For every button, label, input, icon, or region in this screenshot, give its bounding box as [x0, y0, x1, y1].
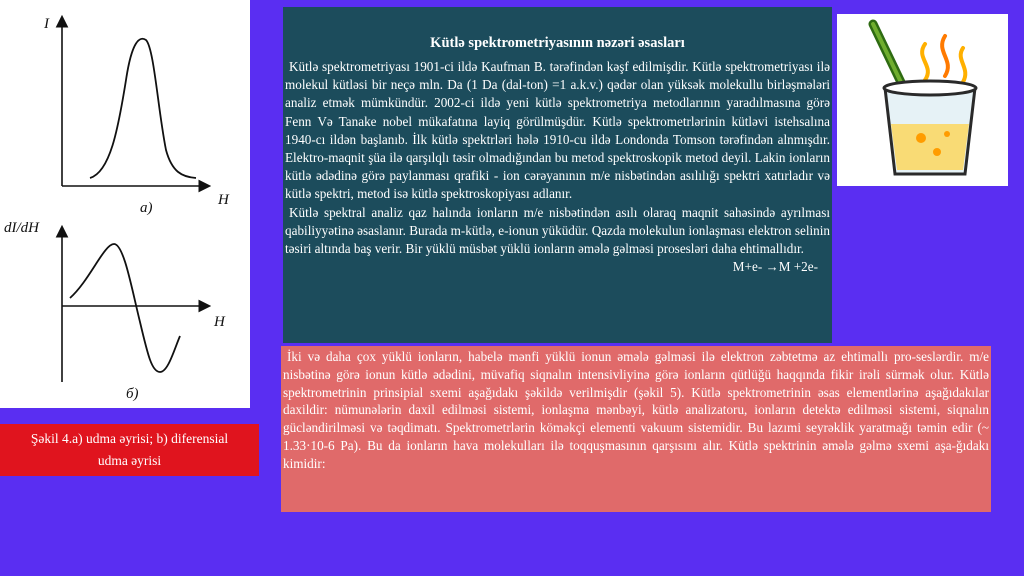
- derivative-curve: [70, 244, 180, 372]
- mass-spectrometer-text-panel: [281, 346, 991, 512]
- graph-a-y-label: I: [44, 16, 49, 32]
- figure-caption: [0, 424, 259, 476]
- graph-b-x-label: H: [214, 314, 225, 330]
- paragraph-principle-text: Kütlə spektral analiz qaz halında ionların m/e nisbətindən asılı olaraq maqnit sahəsində ayrılması qabiliyyətinə əsaslanır. Burada m-kütlə, e-ionun yüküdür. Qazda molekulun ionlaşması elektron selinin təsiri altında baş verir. Bir yüklü müsbət yüklü ionların əmələ gəlməsi prosesləri daha ehtimallıdır.: [285, 204, 830, 257]
- paragraph-history: Kütlə spektrometriyası 1901-ci ildə Kaufman B. tərəfindən kəşf edilmişdir. Kütlə spektrometriyası ilə molekul kütləsi bir neçə mln. Da (1 Da (dal-ton) =1 a.k.v.) qədər olan yüksək molekullu birləşmələri analiz etmək mümkündür. 2002-ci ildə yeni kütlə spektrometriya metodlarının yaradılmasına görə Fenn Və Tanake nobel mükafatına layiq görülmüşdür. Kütlə spektrometrlərinin kütləvi istehsalına 1940-cı ildən başlanıb. İlk kütlə spektrləri hələ 1910-cu ildə Londonda Tomson tərəfindən alnmışdır. Elektro-maqnit şüa ilə qarşılqlı təsir olmadığından bu metod spektroskopik metod deyil. Lakin ionların kütlə ədədinə görə paylanması qrafiki - ion cərəyanının m/e nisbətindən asılılığı spektri xatırladır və kütlə spektri, metod isə kütlə spektroskopiyası adlanır.: [285, 59, 830, 202]
- absorption-curve: [90, 39, 196, 178]
- ionization-reaction: M+e- →M +2e-: [732, 259, 818, 275]
- graph-a-x-label: H: [218, 192, 229, 208]
- absorption-curve-figure: [0, 0, 250, 408]
- main-text-panel: [283, 7, 832, 343]
- graph-b-part-label: б): [126, 386, 139, 402]
- panel-title: Kütlə spektrometriyasının nəzəri əsasları: [430, 35, 685, 51]
- graph-b-y-label: dI/dH: [4, 220, 39, 236]
- beaker-illustration: [837, 14, 1008, 186]
- graph-a-part-label: a): [140, 200, 153, 216]
- beaker-drawing: [837, 14, 1008, 186]
- caption-line-1: Şəkil 4.a) udma əyrisi; b) diferensial: [30, 431, 229, 446]
- paragraph-spectrometer: İki və daha çox yüklü ionların, habelə mənfi yüklü ionun əmələ gəlməsi ilə elektron zəbtetmə az ehtimallı pro-seslərdir. m/e nisbətinə görə ionun kütlə ədədini, müvafiq siqnalın intensivliyinə görə ionların qütlüğü haqqında fikir irəli sürmək olur. Kütlə spektrometrinin prinsipial sxemi aşağıdakı şəkildə verilmişdir (şəkil 5). Kütlə spektrometrinin əsas elementlərinə aşağıdakılar daxildir: nümunələrin daxil edilməsi sistemi, ionlaşma mənbəyi, kütlə analizatoru, ionların detektə edilməsi sistemi, siqnalın gücləndirilməsi və təqdimatı. Spektrometrlərin köməkçi elementi vakuum sistemidir. Bu lazımi seyrəklik yaratmağı təmin edir (~ 1.33·10-6 Pa). Bu da ionların hava molekulları ilə toqquşmasının qarşısını alır. Kütlə spektrinin əmələ gəlmə sxemi aşa-ğıdakı kimidir:: [283, 349, 989, 471]
- paragraph-principle: [285, 204, 830, 275]
- caption-line-2: udma əyrisi: [97, 453, 162, 468]
- figure-svg: [0, 0, 250, 408]
